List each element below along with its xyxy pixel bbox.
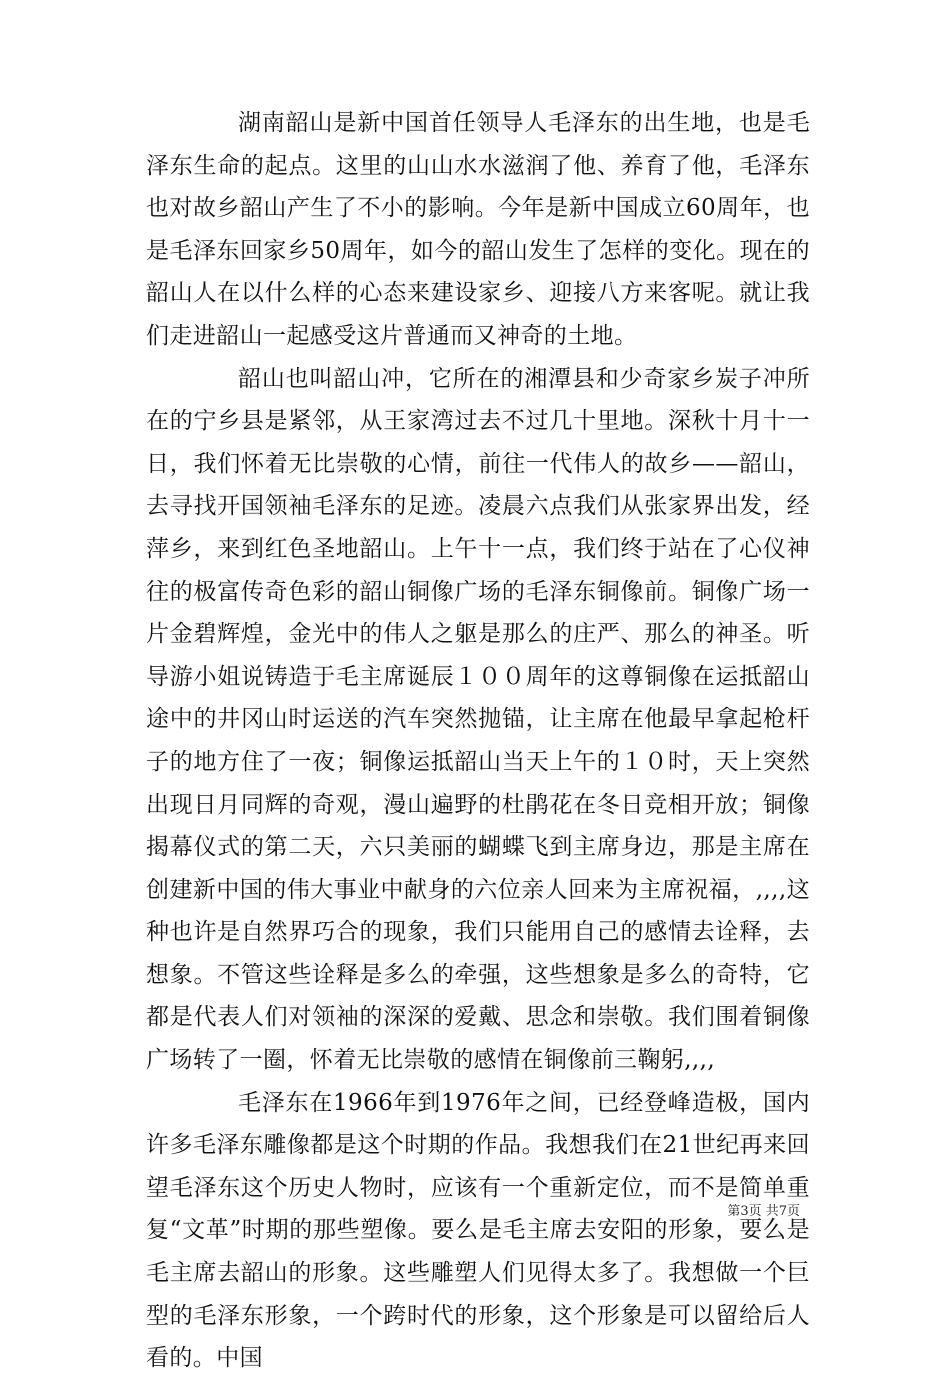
paragraph-1: 湖南韶山是新中国首任领导人毛泽东的出生地，也是毛泽东生命的起点。这里的山山水水滋润了他、养育了他，毛泽东也对故乡韶山产生了不小的影响。今年是新中国成立60周年，也是毛泽东回家乡50周年，如今的韶山发生了怎样的变化。现在的韶山人在以什么样的心态来建设家乡、迎接八方来客呢。就让我们走进韶山一起感受这片普通而又神奇的土地。: [146, 110, 810, 349]
page-number-footer: 第3页 共7页: [727, 1204, 800, 1219]
body-text: [146, 102, 810, 1380]
paragraph-3: 毛泽东在1966年到1976年之间，已经登峰造极，国内许多毛泽东雕像都是这个时期的作品。我想我们在21世纪再来回望毛泽东这个历史人物时，应该有一个重新定位，而不是简单重复“文革”时期的那些塑像。要么是毛主席去安阳的形象，要么是毛主席去韶山的形象。这些雕塑人们见得太多了。我想做一个巨型的毛泽东形象，一个跨时代的形象，这个形象是可以留给后人看的。中国: [146, 1089, 810, 1372]
paragraph-2: 韶山也叫韶山冲，它所在的湘潭县和少奇家乡炭子冲所在的宁乡县是紧邻，从王家湾过去不过几十里地。深秋十月十一日，我们怀着无比崇敬的心情，前往一代伟人的故乡——韶山，去寻找开国领袖毛泽东的足迹。凌晨六点我们从张家界出发，经萍乡，来到红色圣地韶山。上午十一点，我们终于站在了心仪神往的极富传奇色彩的韶山铜像广场的毛泽东铜像前。铜像广场一片金碧辉煌，金光中的伟人之躯是那么的庄严、那么的神圣。听导游小姐说铸造于毛主席诞辰１００周年的这尊铜像在运抵韶山途中的井冈山时运送的汽车突然抛锚，让主席在他最早拿起枪杆子的地方住了一夜；铜像运抵韶山当天上午的１０时，天上突然出现日月同辉的奇观，漫山遍野的杜鹃花在冬日竞相开放；铜像揭幕仪式的第二天，六只美丽的蝴蝶飞到主席身边，那是主席在创建新中国的伟大事业中献身的六位亲人回来为主席祝福，,,,,这种也许是自然界巧合的现象，我们只能用自己的感情去诠释，去想象。不管这些诠释是多么的牵强，这些想象是多么的奇特，它都是代表人们对领袖的深深的爱戴、思念和崇敬。我们围着铜像广场转了一圈，怀着无比崇敬的感情在铜像前三鞠躬,,,,: [146, 365, 810, 1074]
